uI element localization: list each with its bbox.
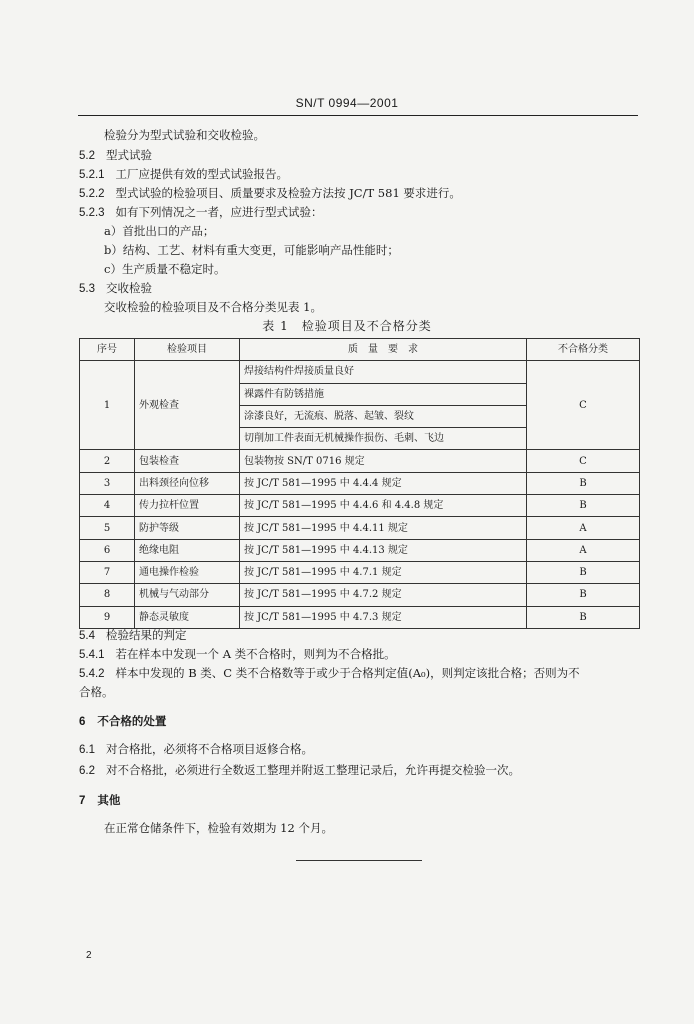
row-requirement: 切削加工件表面无机械操作损伤、毛刺、飞边	[240, 428, 527, 450]
row-number: 2	[80, 450, 135, 472]
table-row	[80, 450, 640, 472]
standard-code: SN/T 0994—2001	[295, 96, 399, 110]
header-cell: 序号	[80, 339, 135, 361]
clause-5-2-1	[79, 166, 288, 183]
table-row	[80, 584, 640, 606]
section-6	[79, 713, 166, 730]
header-cell: 检验项目	[135, 339, 240, 361]
row-requirement: 包装物按 SN/T 0716 规定	[240, 450, 527, 472]
row-item: 包装检查	[135, 450, 240, 472]
row-number: 6	[80, 539, 135, 561]
row-requirement: 裸露件有防锈措施	[240, 383, 527, 405]
row-number: 9	[80, 606, 135, 628]
clause-text: 工厂应提供有效的型式试验报告。	[115, 167, 289, 181]
section-number: 5.2	[79, 150, 95, 162]
section-5-3-text: 交收检验的检验项目及不合格分类见表 1。	[104, 300, 322, 314]
row-class: B	[527, 472, 640, 494]
clause-number: 5.2.2	[79, 188, 105, 200]
section-5-4	[79, 627, 186, 644]
row-number: 3	[80, 472, 135, 494]
row-number: 4	[80, 495, 135, 517]
list-item-b: b）结构、工艺、材料有重大变更，可能影响产品性能时；	[104, 243, 399, 257]
section-5-2	[79, 147, 152, 164]
section-7	[79, 792, 120, 809]
row-class: A	[527, 539, 640, 561]
row-number: 5	[80, 517, 135, 539]
row-class: B	[527, 584, 640, 606]
row-item: 绝缘电阻	[135, 539, 240, 561]
row-requirement: 按 JC/T 581—1995 中 4.7.2 规定	[240, 584, 527, 606]
row-class: B	[527, 606, 640, 628]
row-item: 出料颈径向位移	[135, 472, 240, 494]
clause-text: 对不合格批，必须进行全数返工整理并附返工整理记录后，允许再提交检验一次。	[105, 763, 520, 777]
header-cell: 不合格分类	[527, 339, 640, 361]
clause-text: 如有下列情况之一者，应进行型式试验：	[115, 205, 323, 219]
row-item: 传力拉杆位置	[135, 495, 240, 517]
table-row	[80, 539, 640, 561]
row-class: B	[527, 495, 640, 517]
row-item: 静态灵敏度	[135, 606, 240, 628]
clause-number: 5.2.3	[79, 207, 105, 219]
clause-number: 5.4.2	[79, 668, 105, 680]
clause-number: 5.4.1	[79, 649, 105, 661]
clause-number: 6.1	[79, 744, 95, 756]
table-row	[80, 517, 640, 539]
section-number: 7	[79, 795, 86, 807]
row-class: C	[527, 361, 640, 450]
section-title: 其他	[97, 793, 121, 807]
table-row	[80, 495, 640, 517]
table-row	[80, 472, 640, 494]
row-item: 通电操作检验	[135, 561, 240, 583]
clause-text: 若在样本中发现一个 A 类不合格时，则判为不合格批。	[115, 647, 396, 661]
clause-6-2	[79, 762, 520, 779]
section-5-3	[79, 280, 152, 297]
list-item-a: a）首批出口的产品；	[104, 224, 215, 238]
row-class: C	[527, 450, 640, 472]
header-rule	[78, 115, 638, 116]
table-caption: 表 1 检验项目及不合格分类	[262, 319, 432, 333]
clause-6-1	[79, 741, 313, 758]
clause-text: 对合格批，必须将不合格项目返修合格。	[105, 742, 313, 756]
row-requirement: 按 JC/T 581—1995 中 4.7.1 规定	[240, 561, 527, 583]
section-number: 5.3	[79, 283, 95, 295]
row-number: 7	[80, 561, 135, 583]
table-header-row	[80, 339, 640, 361]
row-requirement: 焊接结构件焊接质量良好	[240, 361, 527, 383]
section-title: 不合格的处置	[97, 714, 167, 728]
row-requirement: 按 JC/T 581—1995 中 4.4.11 规定	[240, 517, 527, 539]
row-number: 8	[80, 584, 135, 606]
section-number: 5.4	[79, 630, 95, 642]
end-rule	[296, 860, 422, 861]
row-requirement: 按 JC/T 581—1995 中 4.7.3 规定	[240, 606, 527, 628]
section-title: 型式试验	[105, 148, 152, 162]
row-class: B	[527, 561, 640, 583]
row-item: 防护等级	[135, 517, 240, 539]
clause-5-2-2	[79, 185, 461, 202]
row-item: 外观检查	[135, 361, 240, 450]
row-requirement: 按 JC/T 581—1995 中 4.4.4 规定	[240, 472, 527, 494]
intro-text: 检验分为型式试验和交收检验。	[104, 128, 265, 142]
table-row	[80, 361, 640, 383]
clause-number: 6.2	[79, 765, 95, 777]
clause-text: 型式试验的检验项目、质量要求及检验方法按 JC/T 581 要求进行。	[115, 186, 461, 200]
row-requirement: 按 JC/T 581—1995 中 4.4.6 和 4.4.8 规定	[240, 495, 527, 517]
inspection-table	[79, 338, 640, 629]
header-cell: 质 量 要 求	[240, 339, 527, 361]
list-item-c: c）生产质量不稳定时。	[104, 262, 226, 276]
row-item: 机械与气动部分	[135, 584, 240, 606]
row-requirement: 涂漆良好，无流痕、脱落、起皱、裂纹	[240, 405, 527, 427]
table-row	[80, 606, 640, 628]
section-title: 交收检验	[105, 281, 152, 295]
section-7-text: 在正常仓储条件下，检验有效期为 12 个月。	[104, 821, 333, 835]
clause-text: 样本中发现的 B 类、C 类不合格数等于或少于合格判定值(A₀)，则判定该批合格；否则为不	[115, 666, 580, 680]
section-number: 6	[79, 716, 86, 728]
row-number: 1	[80, 361, 135, 450]
section-title: 检验结果的判定	[105, 628, 187, 642]
page-number: 2	[86, 950, 92, 961]
row-class: A	[527, 517, 640, 539]
clause-number: 5.2.1	[79, 169, 105, 181]
clause-5-4-2	[79, 665, 580, 682]
table-row	[80, 561, 640, 583]
clause-5-4-1	[79, 646, 396, 663]
clause-5-2-3	[79, 204, 323, 221]
row-requirement: 按 JC/T 581—1995 中 4.4.13 规定	[240, 539, 527, 561]
clause-5-4-2-continued: 合格。	[79, 685, 114, 699]
